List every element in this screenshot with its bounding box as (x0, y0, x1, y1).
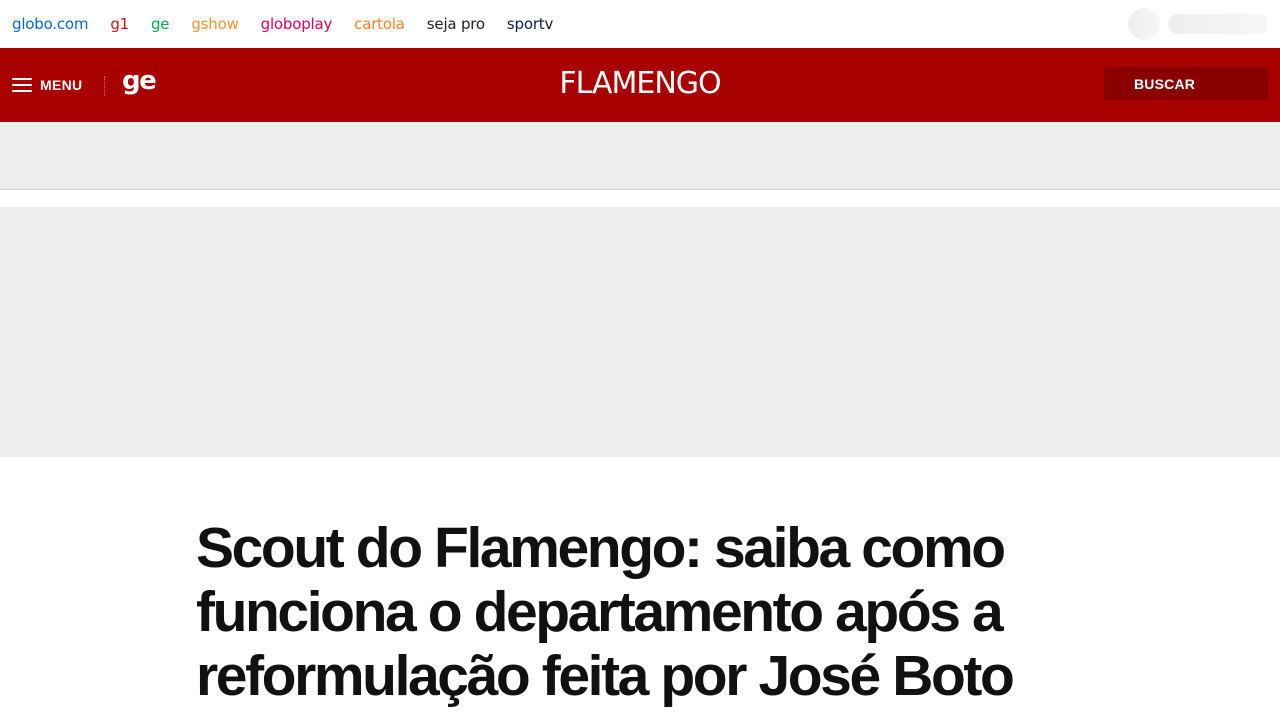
ge-logo[interactable]: ge (122, 66, 156, 96)
ad-slot-banner (0, 207, 1280, 457)
page-title: FLAMENGO (559, 66, 721, 101)
article-headline: Scout do Flamengo: saiba como funciona o departamento após a reformulação feita por José Boto (196, 516, 1013, 708)
link-cartola[interactable]: cartola (354, 15, 405, 33)
link-globo-com[interactable]: globo.com (12, 15, 89, 33)
globo-top-bar (0, 0, 1280, 48)
ad-slot-top (0, 122, 1280, 190)
avatar[interactable] (1128, 8, 1160, 40)
link-ge[interactable]: ge (150, 15, 170, 33)
link-seja-pro[interactable]: seja pro (426, 15, 485, 33)
link-gshow[interactable]: gshow (191, 15, 239, 33)
site-header (0, 48, 1280, 122)
user-name-placeholder[interactable] (1168, 14, 1268, 34)
menu-label: MENU (40, 77, 83, 93)
link-sportv[interactable]: sportv (506, 15, 554, 33)
link-g1[interactable]: g1 (110, 15, 129, 33)
link-globoplay[interactable]: globoplay (260, 15, 333, 33)
search-button[interactable]: BUSCAR (1104, 67, 1268, 100)
user-account-area[interactable] (1128, 8, 1268, 40)
globo-network-links (12, 15, 575, 33)
